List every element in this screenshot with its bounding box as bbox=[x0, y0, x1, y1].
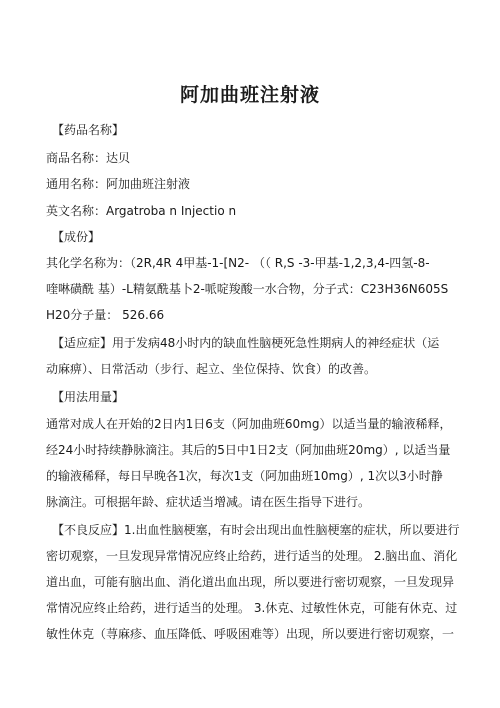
english-name-line: 英文名称：Argatroba n Injectio n bbox=[46, 204, 237, 218]
dosage-line-2: 经24小时持续静脉滴注。其后的5日中1日2支（阿加曲班20mg）, 以适当量 bbox=[46, 443, 451, 457]
dosage-line-3: 的输液稀释，每日早晚各1次，每次1支（阿加曲班10mg）, 1次以3小时静 bbox=[46, 469, 443, 483]
generic-name-line: 通用名称：阿加曲班注射液 bbox=[46, 177, 191, 191]
adverse-line-3: 道出血，可能有脑出血、消化道出血出现，所以要进行密切观察，一旦发现异 bbox=[46, 575, 455, 589]
adverse-line-1: 【不良反应】1.出血性脑梗塞，有时会出现出血性脑梗塞的症状，所以要进行 bbox=[52, 523, 460, 537]
composition-line-3: H20分子量： 526.66 bbox=[46, 308, 165, 322]
trade-name-line: 商品名称：达贝 bbox=[46, 151, 131, 165]
adverse-line-5: 敏性休克（荨麻疹、血压降低、呼吸困难等）出现，所以要进行密切观察，一 bbox=[46, 627, 455, 641]
indications-line-2: 动麻痹）、日常活动（步行、起立、坐位保持、饮食）的改善。 bbox=[46, 362, 377, 376]
section-header-dosage: 【用法用量】 bbox=[52, 390, 125, 404]
dosage-line-4: 脉滴注。可根据年龄、症状适当增减。请在医生指导下进行。 bbox=[46, 495, 371, 509]
section-header-composition: 【成份】 bbox=[52, 230, 101, 244]
document-title: 阿加曲班注射液 bbox=[179, 84, 320, 106]
indications-line-1: 【适应症】用于发病48小时内的缺血性脑梗死急性期病人的神经症状（运 bbox=[52, 336, 440, 350]
section-header-drug-name: 【药品名称】 bbox=[52, 123, 125, 137]
adverse-line-2: 密切观察，一旦发现异常情况应终止给药，进行适当的处理。 2.脑出血、消化 bbox=[46, 549, 458, 563]
composition-line-1: 其化学名称为：（2R,4R 4甲基-1-[N2- （（ R,S -3-甲基-1,2,3,4-四氢-8- bbox=[46, 256, 430, 270]
dosage-line-1: 通常对成人在开始的2日内1日6支（阿加曲班60mg）以适当量的输液稀释， bbox=[46, 417, 452, 431]
composition-line-2: 喹啉磺酰 基）-L精氨酰基卜2-哌啶羧酸一水合物，分子式：C23H36N605S bbox=[46, 282, 449, 296]
adverse-line-4: 常情况应终止给药，进行适当的处理。 3.休克、过敏性休克，可能有休克、过 bbox=[46, 601, 458, 615]
